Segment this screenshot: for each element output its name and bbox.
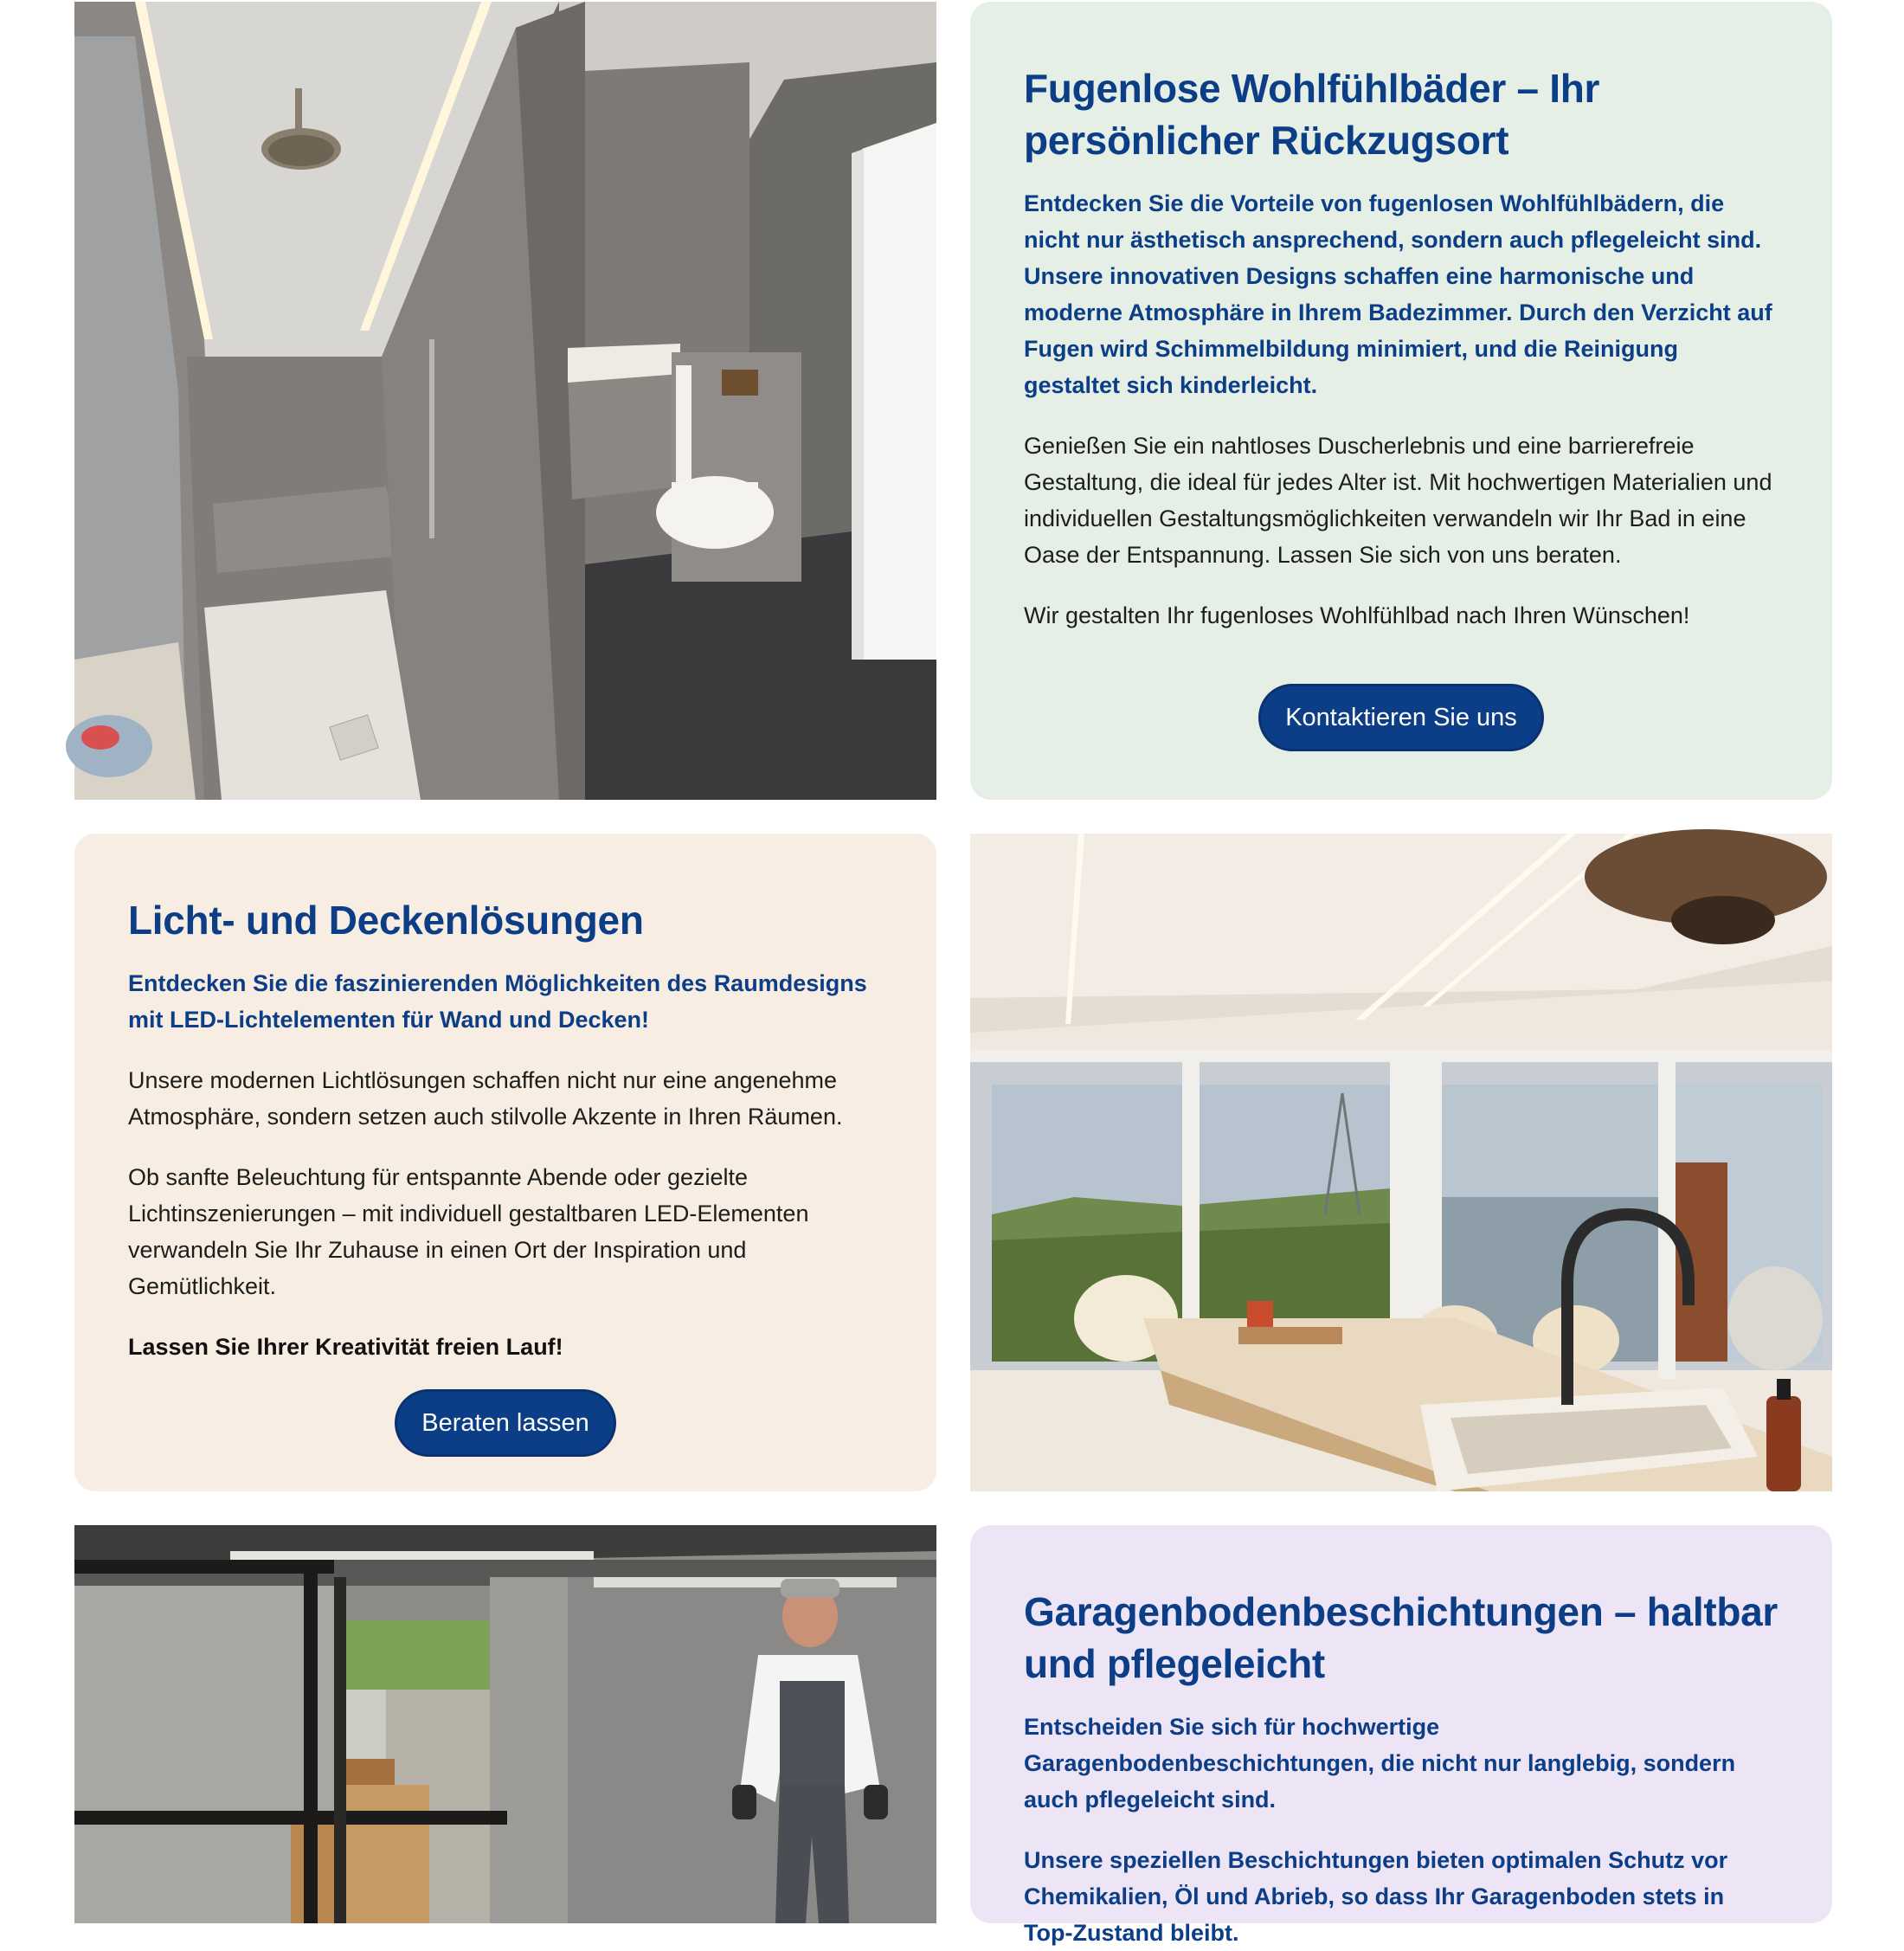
contact-us-button[interactable]: Kontaktieren Sie uns	[1258, 684, 1544, 751]
kitchen-photo	[970, 834, 1832, 1491]
garage-lead: Entscheiden Sie sich für hochwertige Garagenbodenbeschichtungen, die nicht nur langlebig, sondern auch pflegeleicht sind.	[1024, 1714, 1736, 1813]
bathroom-closing: Wir gestalten Ihr fugenloses Wohlfühlbad nach Ihren Wünschen!	[1024, 602, 1690, 628]
garage-heading: Garagenbodenbeschichtungen – haltbar und pflegeleicht	[1024, 1589, 1779, 1686]
garage-info-card	[970, 1525, 1832, 1946]
bathroom-photo	[74, 2, 936, 800]
lighting-info-card	[74, 834, 936, 1491]
lighting-lead: Entdecken Sie die faszinierenden Möglichkeiten des Raumdesigns mit LED-Lichtelementen für Wand und Decken!	[128, 970, 867, 1033]
bathroom-lead: Entdecken Sie die Vorteile von fugenlosen Wohlfühlbädern, die nicht nur ästhetisch ansprechend, sondern auch pflegeleicht sind. Unsere innovativen Designs schaffen eine harmonische und moderne Atmosphäre in Ihrem Badezimmer. Durch den Verzicht auf Fugen wird Schimmelbildung minimiert, und die Reinigung gestaltet sich kinderleicht.	[1024, 190, 1772, 398]
bathroom-heading: Fugenlose Wohlfühlbäder – Ihr persönlicher Rückzugsort	[1024, 66, 1600, 163]
lighting-body: Unsere modernen Lichtlösungen schaffen nicht nur eine angenehme Atmosphäre, sondern setzen auch stilvolle Akzente in Ihren Räumen.	[128, 1067, 843, 1130]
garage-lead-2: Unsere speziellen Beschichtungen bieten optimalen Schutz vor Chemikalien, Öl und Abrieb, so dass Ihr Garagenboden stets in Top-Zustand bleibt.	[1024, 1847, 1728, 1946]
lighting-heading: Licht- und Deckenlösungen	[128, 898, 644, 943]
get-advice-button[interactable]: Beraten lassen	[395, 1389, 615, 1457]
lighting-closing: Lassen Sie Ihrer Kreativität freien Lauf!	[128, 1334, 563, 1360]
bathroom-info-card	[970, 2, 1832, 800]
garage-photo	[74, 1525, 936, 1923]
lighting-body-2: Ob sanfte Beleuchtung für entspannte Abende oder gezielte Lichtinszenierungen – mit individuell gestaltbaren LED-Elementen verwandeln Sie Ihr Zuhause in einen Ort der Inspiration und Gemütlichkeit.	[128, 1164, 809, 1299]
bathroom-body: Genießen Sie ein nahtloses Duscherlebnis und eine barrierefreie Gestaltung, die ideal für jedes Alter ist. Mit hochwertigen Materialien und individuellen Gestaltungsmöglichkeiten verwandeln wir Ihr Bad in eine Oase der Entspannung. Lassen Sie sich von uns beraten.	[1024, 433, 1772, 568]
